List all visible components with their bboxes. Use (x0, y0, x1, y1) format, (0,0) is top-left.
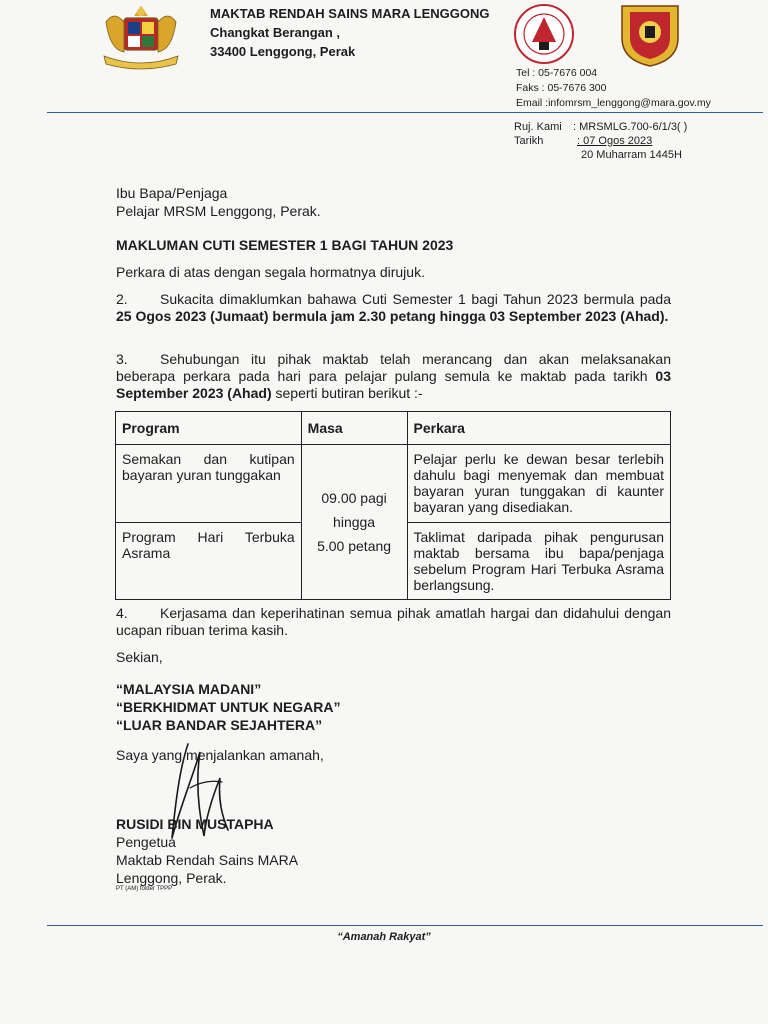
paragraph-bold-text: 03 September 2023 (Ahad) (116, 368, 671, 401)
paragraph-3 (116, 351, 671, 402)
fax-number: Faks : 05-7676 300 (516, 82, 607, 94)
slogan-3: “LUAR BANDAR SEJAHTERA” (116, 717, 323, 733)
address-line-2: 33400 Lenggong, Perak (210, 44, 356, 59)
signatory-name: RUSIDI BIN MUSTAPHA (116, 816, 274, 832)
hijri-date: 20 Muharram 1445H (581, 149, 682, 161)
footer-motto: “Amanah Rakyat” (337, 931, 431, 943)
table-row (116, 445, 671, 523)
letter-subject: MAKLUMAN CUTI SEMESTER 1 BAGI TAHUN 2023 (116, 237, 454, 253)
program-cell: Program Hari Terbuka Asrama (116, 523, 302, 600)
paragraph-number: 2. (116, 291, 128, 307)
paragraph-4 (116, 605, 671, 639)
table-header-row (116, 412, 671, 445)
trust-line: Saya yang menjalankan amanah, (116, 747, 324, 763)
masa-cell (301, 445, 407, 600)
letter-date: : 07 Ogos 2023 (577, 135, 653, 147)
signatory-title: Pengetua (116, 834, 176, 850)
recipient-line-2: Pelajar MRSM Lenggong, Perak. (116, 203, 321, 219)
header-rule (47, 112, 763, 113)
reference-number: : MRSMLG.700-6/1/3( ) (573, 121, 688, 133)
column-header-perkara: Perkara (407, 412, 671, 445)
paragraph-number: 3. (116, 351, 128, 367)
file-note: PT (AM) folder TPPP (116, 886, 173, 892)
column-header-masa: Masa (301, 412, 407, 445)
paragraph-text: Sehubungan itu pihak maktab telah merancang dan akan melaksanakan beberapa perkara pada hari para pelajar pulang semula ke maktab pada tarikh (116, 351, 671, 384)
malaysia-coat-of-arms-logo (96, 2, 186, 72)
slogan-2: “BERKHIDMAT UNTUK NEGARA” (116, 699, 341, 715)
intro-paragraph: Perkara di atas dengan segala hormatnya dirujuk. (116, 264, 425, 280)
perkara-cell: Pelajar perlu ke dewan besar terlebih dahulu bagi menyemak dan membuat bayaran yuran tunggakan di kaunter bayaran yang disediakan. (407, 445, 671, 523)
closing-text: Sekian, (116, 649, 163, 665)
masa-hingga: hingga (333, 514, 376, 530)
email-address: Email :infomrsm_lenggong@mara.gov.my (516, 97, 711, 109)
reference-label: Ruj. Kami (514, 121, 562, 133)
address-line-1: Changkat Berangan , (210, 25, 341, 40)
paragraph-text: seperti butiran berikut :- (271, 385, 423, 401)
institution-name: MAKTAB RENDAH SAINS MARA LENGGONG (210, 6, 490, 21)
paragraph-text: Sukacita dimaklumkan bahawa Cuti Semester 1 bagi Tahun 2023 bermula pada (160, 291, 671, 307)
perkara-cell: Taklimat daripada pihak pengurusan maktab bersama ibu bapa/penjaga sebelum Program Hari Terbuka Asrama berlangsung. (407, 523, 671, 600)
masa-end: 5.00 petang (317, 538, 392, 554)
paragraph-2 (116, 291, 671, 325)
mrsm-lenggong-crest-logo (616, 2, 684, 68)
footer-rule (47, 925, 763, 926)
column-header-program: Program (116, 412, 302, 445)
recipient-line-1: Ibu Bapa/Penjaga (116, 185, 228, 201)
paragraph-text: Kerjasama dan keperihatinan semua pihak amatlah hargai dan didahului dengan ucapan ribuan terima kasih. (116, 605, 671, 638)
date-label: Tarikh (514, 135, 544, 147)
program-cell: Semakan dan kutipan bayaran yuran tunggakan (116, 445, 302, 523)
masa-start: 09.00 pagi (321, 490, 387, 506)
paragraph-bold-text: 25 Ogos 2023 (Jumaat) bermula jam 2.30 petang hingga 03 September 2023 (Ahad). (116, 308, 669, 324)
paragraph-number: 4. (116, 605, 128, 621)
phone-number: Tel : 05-7676 004 (516, 67, 598, 79)
mrsm-seal-logo (512, 2, 576, 66)
slogan-1: “MALAYSIA MADANI” (116, 681, 262, 697)
signatory-organization: Maktab Rendah Sains MARA (116, 852, 299, 868)
program-table (115, 411, 671, 600)
signatory-location: Lenggong, Perak. (116, 870, 227, 886)
